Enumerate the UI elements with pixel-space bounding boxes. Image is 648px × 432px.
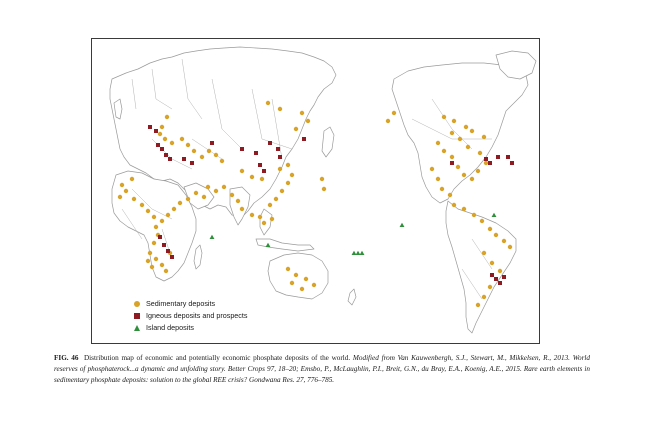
sedimentary-deposit-marker xyxy=(294,127,298,131)
igneous-deposit-marker xyxy=(166,249,170,253)
igneous-deposit-marker xyxy=(156,143,160,147)
sedimentary-deposit-marker xyxy=(165,115,169,119)
sedimentary-deposit-marker xyxy=(170,141,174,145)
sedimentary-deposit-marker xyxy=(478,151,482,155)
sedimentary-deposit-marker xyxy=(436,177,440,181)
sedimentary-deposit-marker xyxy=(230,193,234,197)
legend-item-island xyxy=(134,322,248,334)
sedimentary-deposit-marker xyxy=(160,263,164,267)
sedimentary-deposit-marker xyxy=(290,281,294,285)
island-deposit-marker xyxy=(360,251,365,255)
legend-item-sedimentary xyxy=(134,298,248,310)
sedimentary-deposit-marker xyxy=(260,177,264,181)
sedimentary-deposit-marker xyxy=(220,159,224,163)
sedimentary-deposit-marker xyxy=(436,141,440,145)
sedimentary-deposit-marker xyxy=(236,199,240,203)
sedimentary-deposit-marker xyxy=(508,245,512,249)
igneous-deposit-marker xyxy=(488,161,492,165)
sedimentary-deposit-marker xyxy=(498,269,502,273)
igneous-deposit-marker xyxy=(154,129,158,133)
sedimentary-deposit-marker xyxy=(450,155,454,159)
legend-item-igneous xyxy=(134,310,248,322)
japan-landmass xyxy=(322,127,334,157)
sedimentary-deposit-marker xyxy=(430,167,434,171)
sedimentary-deposit-marker xyxy=(456,165,460,169)
sedimentary-deposit-marker xyxy=(286,181,290,185)
sedimentary-deposit-marker xyxy=(152,215,156,219)
sedimentary-deposit-marker xyxy=(130,177,134,181)
igneous-deposit-marker xyxy=(168,157,172,161)
sedimentary-deposit-marker xyxy=(160,219,164,223)
sedimentary-deposit-marker xyxy=(250,213,254,217)
sedimentary-deposit-marker xyxy=(172,207,176,211)
sedimentary-deposit-marker xyxy=(160,125,164,129)
island-deposit-marker xyxy=(356,251,361,255)
sedimentary-deposit-marker xyxy=(476,303,480,307)
igneous-deposit-marker xyxy=(278,155,282,159)
sedimentary-deposit-marker xyxy=(154,225,158,229)
sedimentary-deposit-marker xyxy=(163,137,167,141)
sedimentary-deposit-marker xyxy=(472,213,476,217)
sedimentary-deposit-marker xyxy=(268,203,272,207)
sedimentary-deposit-marker xyxy=(132,197,136,201)
figure-label: FIG. 46 xyxy=(54,354,79,362)
sedimentary-deposit-marker xyxy=(207,149,211,153)
sedimentary-deposit-marker xyxy=(462,173,466,177)
sedimentary-deposit-marker xyxy=(262,221,266,225)
igneous-deposit-marker xyxy=(162,243,166,247)
igneous-deposit-marker xyxy=(498,281,502,285)
sedimentary-deposit-marker xyxy=(206,185,210,189)
sedimentary-deposit-marker xyxy=(464,125,468,129)
igneous-deposit-marker xyxy=(258,163,262,167)
sedimentary-deposit-marker xyxy=(452,203,456,207)
island-triangle-icon xyxy=(134,325,140,331)
sedimentary-deposit-marker xyxy=(300,287,304,291)
igneous-deposit-marker xyxy=(262,169,266,173)
sedimentary-deposit-marker xyxy=(278,107,282,111)
sedimentary-deposit-marker xyxy=(488,285,492,289)
igneous-deposit-marker xyxy=(182,157,186,161)
sedimentary-deposit-marker xyxy=(152,241,156,245)
igneous-deposit-marker xyxy=(164,153,168,157)
madagascar-landmass xyxy=(194,245,202,269)
sedimentary-deposit-marker xyxy=(266,101,270,105)
india-landmass xyxy=(230,187,250,225)
caption-source: Modified from Van Kauwenbergh, S.J., Stewart, M., Mikkelsen, R., 2013. World reserves of phosphaterock...a dynamic and unfolding story. Better Crops 97, 18–20; Emsbo, P., McLaughlin, P.I., Breit, G.N., du Bray, E.A., Koenig, A.E., 2015. Rare earth elements in sedimentary phosphate deposits: solution to the global REE crisis? Gondwana Res. 27, 776–785. xyxy=(54,354,591,384)
sedimentary-deposit-marker xyxy=(280,189,284,193)
new-zealand-landmass xyxy=(348,289,356,305)
sedimentary-deposit-marker xyxy=(120,183,124,187)
sedimentary-deposit-marker xyxy=(240,169,244,173)
sedimentary-deposit-marker xyxy=(240,207,244,211)
sedimentary-deposit-marker xyxy=(150,265,154,269)
sedimentary-deposit-marker xyxy=(482,251,486,255)
sedimentary-deposit-marker xyxy=(192,149,196,153)
igneous-deposit-marker xyxy=(484,157,488,161)
sedimentary-deposit-marker xyxy=(502,239,506,243)
sedimentary-deposit-marker xyxy=(294,273,298,277)
sedimentary-deposit-marker xyxy=(320,177,324,181)
sedimentary-deposit-marker xyxy=(458,137,462,141)
sedimentary-deposit-marker xyxy=(386,119,390,123)
sedimentary-deposit-marker xyxy=(148,251,152,255)
sedimentary-deposit-marker xyxy=(286,267,290,271)
sedimentary-deposit-marker xyxy=(214,189,218,193)
sedimentary-deposit-marker xyxy=(286,163,290,167)
sedimentary-deposit-marker xyxy=(146,209,150,213)
sedimentary-deposit-marker xyxy=(278,167,282,171)
sedimentary-deposit-marker xyxy=(480,219,484,223)
sedimentary-deposit-marker xyxy=(304,277,308,281)
sedimentary-deposit-marker xyxy=(250,175,254,179)
australia-landmass xyxy=(268,253,328,299)
caption-main: Distribution map of economic and potentially economic phosphate deposits of the world. xyxy=(83,354,351,362)
igneous-deposit-marker xyxy=(268,141,272,145)
island-deposit-marker xyxy=(492,213,497,217)
sedimentary-deposit-marker xyxy=(448,193,452,197)
sedimentary-deposit-marker xyxy=(442,149,446,153)
igneous-deposit-marker xyxy=(302,137,306,141)
sedimentary-deposit-marker xyxy=(470,177,474,181)
sedimentary-deposit-marker xyxy=(186,143,190,147)
island-deposit-marker xyxy=(352,251,357,255)
igneous-deposit-marker xyxy=(254,151,258,155)
sedimentary-deposit-marker xyxy=(214,153,218,157)
igneous-deposit-marker xyxy=(450,161,454,165)
sedimentary-deposit-marker xyxy=(484,161,488,165)
sedimentary-deposit-marker xyxy=(490,261,494,265)
sedimentary-deposit-marker xyxy=(470,129,474,133)
figure-caption xyxy=(54,353,590,385)
se-asia-landmass xyxy=(260,209,272,235)
sedimentary-deposit-marker xyxy=(290,173,294,177)
sedimentary-deposit-marker xyxy=(164,269,168,273)
sedimentary-deposit-marker xyxy=(124,189,128,193)
igneous-deposit-marker xyxy=(170,255,174,259)
sedimentary-deposit-marker xyxy=(140,203,144,207)
legend-label: Island deposits xyxy=(146,323,194,332)
igneous-deposit-marker xyxy=(276,147,280,151)
igneous-deposit-marker xyxy=(158,235,162,239)
sedimentary-deposit-marker xyxy=(194,191,198,195)
sedimentary-deposit-marker xyxy=(166,213,170,217)
indonesia-landmass xyxy=(256,239,314,251)
sedimentary-deposit-marker xyxy=(200,155,204,159)
island-deposit-marker xyxy=(400,223,405,227)
sedimentary-deposit-marker xyxy=(300,111,304,115)
sedimentary-deposit-marker xyxy=(222,185,226,189)
igneous-deposit-marker xyxy=(160,147,164,151)
sedimentary-deposit-marker xyxy=(274,197,278,201)
igneous-deposit-marker xyxy=(240,147,244,151)
sedimentary-deposit-marker xyxy=(452,119,456,123)
island-deposit-marker xyxy=(210,235,215,239)
sedimentary-deposit-marker xyxy=(322,187,326,191)
igneous-deposit-marker xyxy=(148,125,152,129)
sedimentary-deposit-marker xyxy=(186,197,190,201)
map-legend xyxy=(134,298,248,334)
north-america-landmass xyxy=(392,63,528,203)
sedimentary-deposit-marker xyxy=(178,201,182,205)
sedimentary-deposit-marker xyxy=(180,137,184,141)
sedimentary-deposit-marker xyxy=(270,217,274,221)
igneous-deposit-marker xyxy=(494,277,498,281)
sedimentary-deposit-marker xyxy=(462,207,466,211)
igneous-deposit-marker xyxy=(510,161,514,165)
sedimentary-deposit-marker xyxy=(482,295,486,299)
sedimentary-deposit-marker xyxy=(442,115,446,119)
sedimentary-deposit-marker xyxy=(158,132,162,136)
sedimentary-deposit-marker xyxy=(306,119,310,123)
sedimentary-deposit-marker xyxy=(118,195,122,199)
igneous-square-icon xyxy=(134,313,140,319)
igneous-deposit-marker xyxy=(496,155,500,159)
sedimentary-deposit-marker xyxy=(202,195,206,199)
sedimentary-deposit-marker xyxy=(482,135,486,139)
igneous-deposit-marker xyxy=(490,273,494,277)
sedimentary-deposit-marker xyxy=(450,131,454,135)
sedimentary-deposit-marker xyxy=(146,259,150,263)
sedimentary-deposit-marker xyxy=(488,227,492,231)
legend-label: Sedimentary deposits xyxy=(146,299,216,308)
sedimentary-deposit-marker xyxy=(440,187,444,191)
sedimentary-deposit-marker xyxy=(494,233,498,237)
sedimentary-deposit-marker xyxy=(476,169,480,173)
sedimentary-deposit-marker xyxy=(312,283,316,287)
sedimentary-deposit-marker xyxy=(258,215,262,219)
sedimentary-deposit-marker xyxy=(392,111,396,115)
igneous-deposit-marker xyxy=(506,155,510,159)
legend-label: Igneous deposits and prospects xyxy=(146,311,248,320)
igneous-deposit-marker xyxy=(502,275,506,279)
igneous-deposit-marker xyxy=(190,161,194,165)
sedimentary-circle-icon xyxy=(134,301,140,307)
igneous-deposit-marker xyxy=(210,141,214,145)
sedimentary-deposit-marker xyxy=(154,257,158,261)
sedimentary-deposit-marker xyxy=(466,145,470,149)
